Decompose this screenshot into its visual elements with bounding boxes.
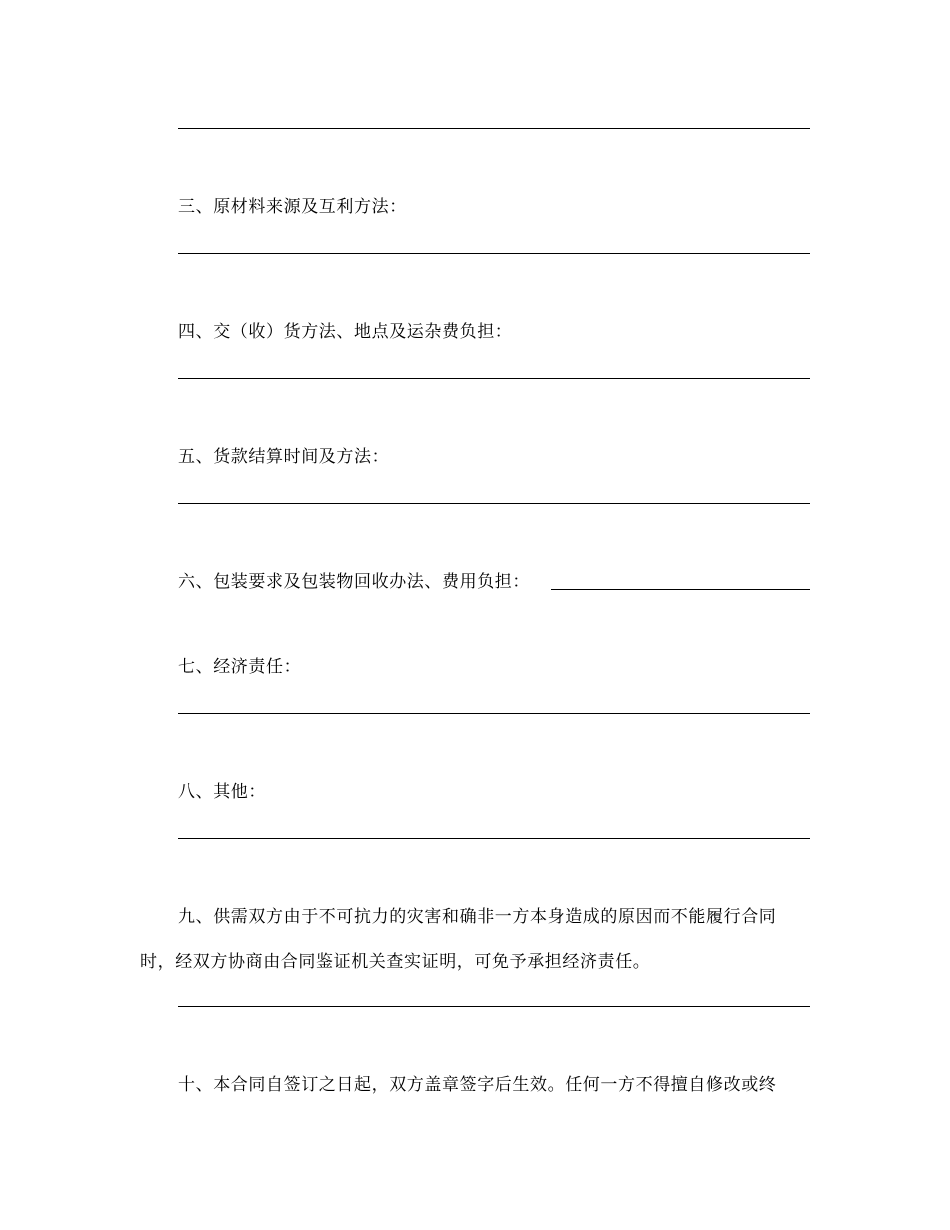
clause-10-line-1: 十、本合同自签订之日起，双方盖章签字后生效。任何一方不得擅自修改或终: [178, 1075, 777, 1095]
blank-line-clause-7: [178, 713, 810, 714]
blank-line-clause-6: [551, 589, 810, 590]
clause-8-heading: 八、其他：: [178, 782, 266, 802]
blank-line-clause-5: [178, 503, 810, 504]
clause-5-heading: 五、货款结算时间及方法：: [178, 447, 390, 467]
blank-line-clause-8: [178, 838, 810, 839]
clause-9-line-1: 九、供需双方由于不可抗力的灾害和确非一方本身造成的原因而不能履行合同: [178, 907, 777, 927]
clause-4-heading: 四、交（收）货方法、地点及运杂费负担：: [178, 322, 513, 342]
blank-line-clause-3: [178, 253, 810, 254]
clause-6-heading: 六、包装要求及包装物回收办法、费用负担：: [178, 572, 530, 592]
blank-line-clause-4: [178, 378, 810, 379]
clause-7-heading: 七、经济责任：: [178, 657, 302, 677]
clause-9-line-2: 时，经双方协商由合同鉴证机关查实证明，可免予承担经济责任。: [140, 952, 651, 972]
clause-3-heading: 三、原材料来源及互利方法：: [178, 197, 407, 217]
blank-line-clause-2: [178, 128, 810, 129]
blank-line-clause-9: [178, 1006, 810, 1007]
